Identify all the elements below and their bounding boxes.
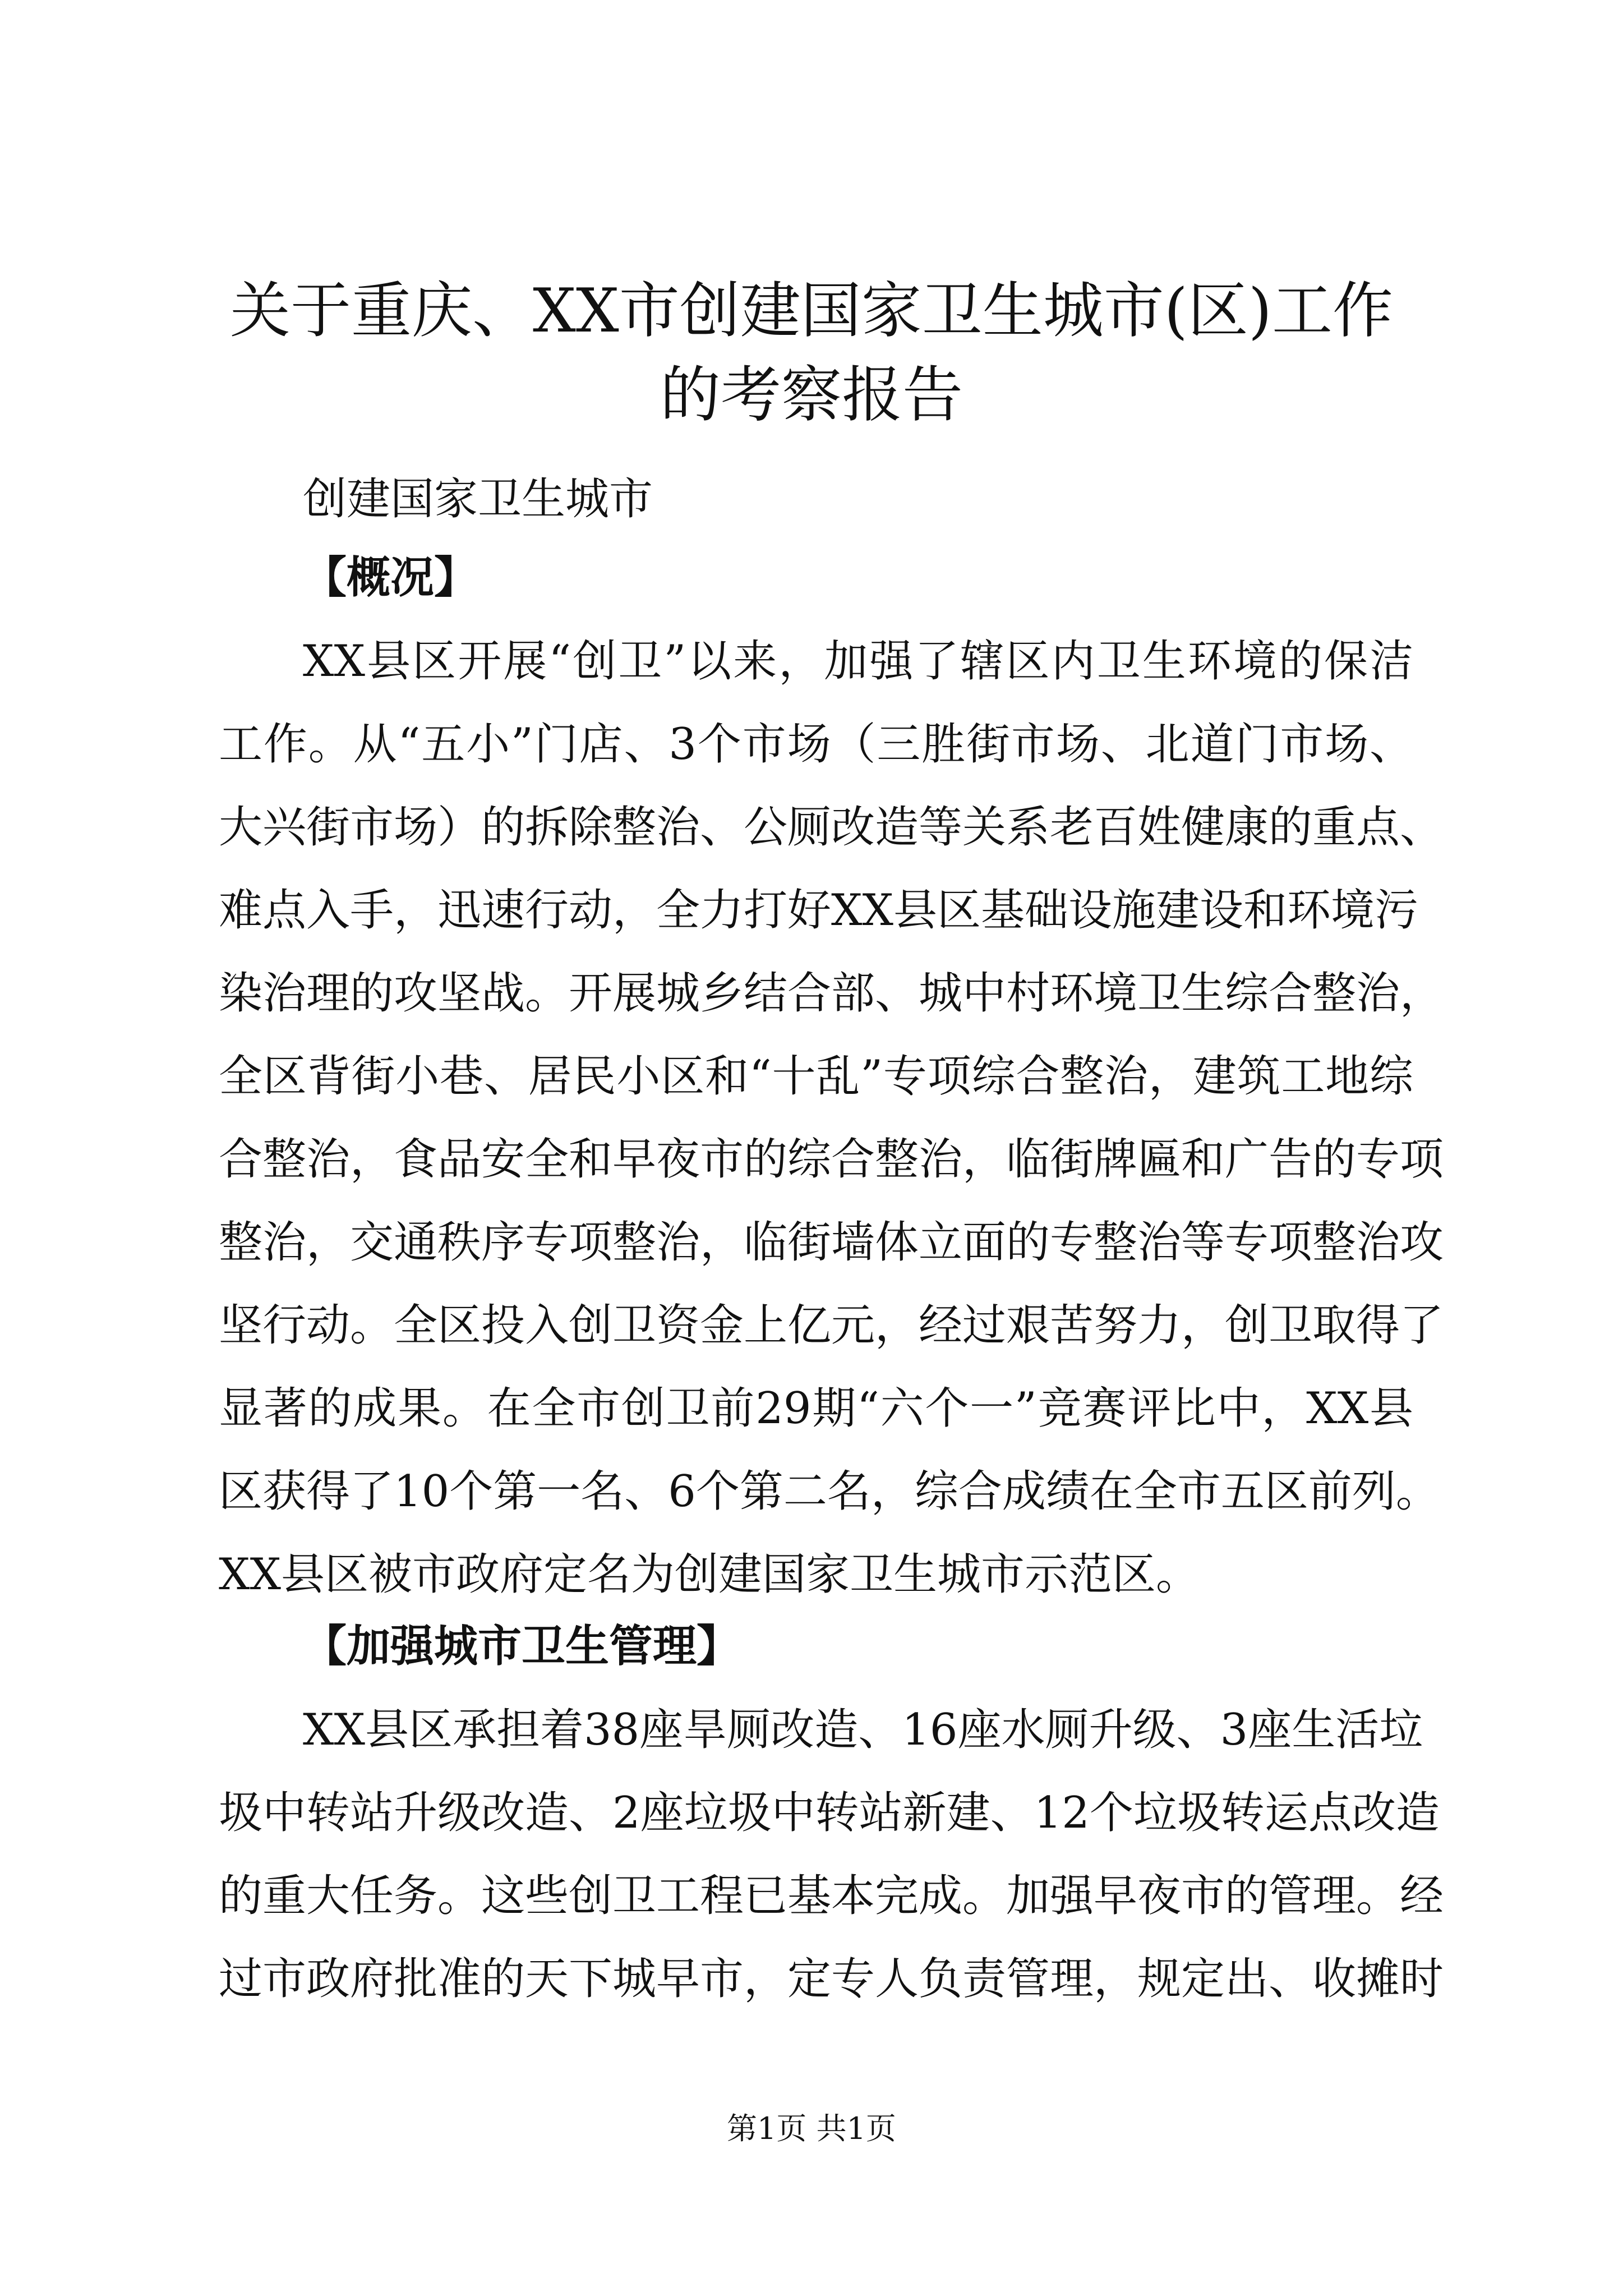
text-line: 染治理的攻坚战。开展城乡结合部、城中村环境卫生综合整治， — [219, 968, 1444, 1019]
text-line: 工作。从“五小”门店、3个市场（三胜街市场、北道门市场、 — [219, 719, 1413, 770]
text-line: 合整治，食品安全和早夜市的综合整治，临街牌匾和广告的专项 — [219, 1134, 1444, 1185]
title-line-2: 的考察报告 — [660, 360, 963, 430]
text-line: XX县区承担着38座旱厕改造、16座水厕升级、3座生活垃 — [303, 1705, 1423, 1755]
text-line: XX县区被市政府定名为创建国家卫生城市示范区。 — [219, 1549, 1200, 1600]
text-line: 显著的成果。在全市创卫前29期“六个一”竞赛评比中，XX县 — [219, 1383, 1413, 1434]
text-line: 过市政府批准的天下城早市，定专人负责管理，规定出、收摊时 — [219, 1954, 1444, 2004]
text-line: 圾中转站升级改造、2座垃圾中转站新建、12个垃圾转运点改造 — [219, 1788, 1440, 1838]
paragraph-overview — [219, 620, 1444, 1616]
paragraph-sanitation-management — [219, 1688, 1444, 2021]
text-line: 坚行动。全区投入创卫资金上亿元，经过艰苦努力，创卫取得了 — [219, 1300, 1444, 1351]
text-line: 大兴街市场）的拆除整治、公厕改造等关系老百姓健康的重点、 — [219, 802, 1444, 853]
document-title — [213, 269, 1410, 438]
title-line-1: 关于重庆、XX市创建国家卫生城市(区)工作 — [229, 276, 1394, 346]
text-line: 整治，交通秩序专项整治，临街墙体立面的专整治等专项整治攻 — [219, 1217, 1444, 1268]
text-line: XX县区开展“创卫”以来，加强了辖区内卫生环境的保洁 — [303, 636, 1413, 687]
section-heading-overview: 【概况】 — [303, 552, 478, 603]
text-line: 区获得了10个第一名、6个第二名，综合成绩在全市五区前列。 — [219, 1466, 1440, 1517]
page-number-footer: 第1页 共1页 — [727, 2111, 896, 2146]
section-heading-sanitation-management: 【加强城市卫生管理】 — [303, 1621, 741, 1672]
text-line: 全区背街小巷、居民小区和“十乱”专项综合整治，建筑工地综 — [219, 1051, 1413, 1102]
text-line: 难点入手，迅速行动，全力打好XX县区基础设施建设和环境污 — [219, 885, 1419, 936]
document-subtitle: 创建国家卫生城市 — [303, 474, 653, 524]
text-line: 的重大任务。这些创卫工程已基本完成。加强早夜市的管理。经 — [219, 1871, 1444, 1921]
